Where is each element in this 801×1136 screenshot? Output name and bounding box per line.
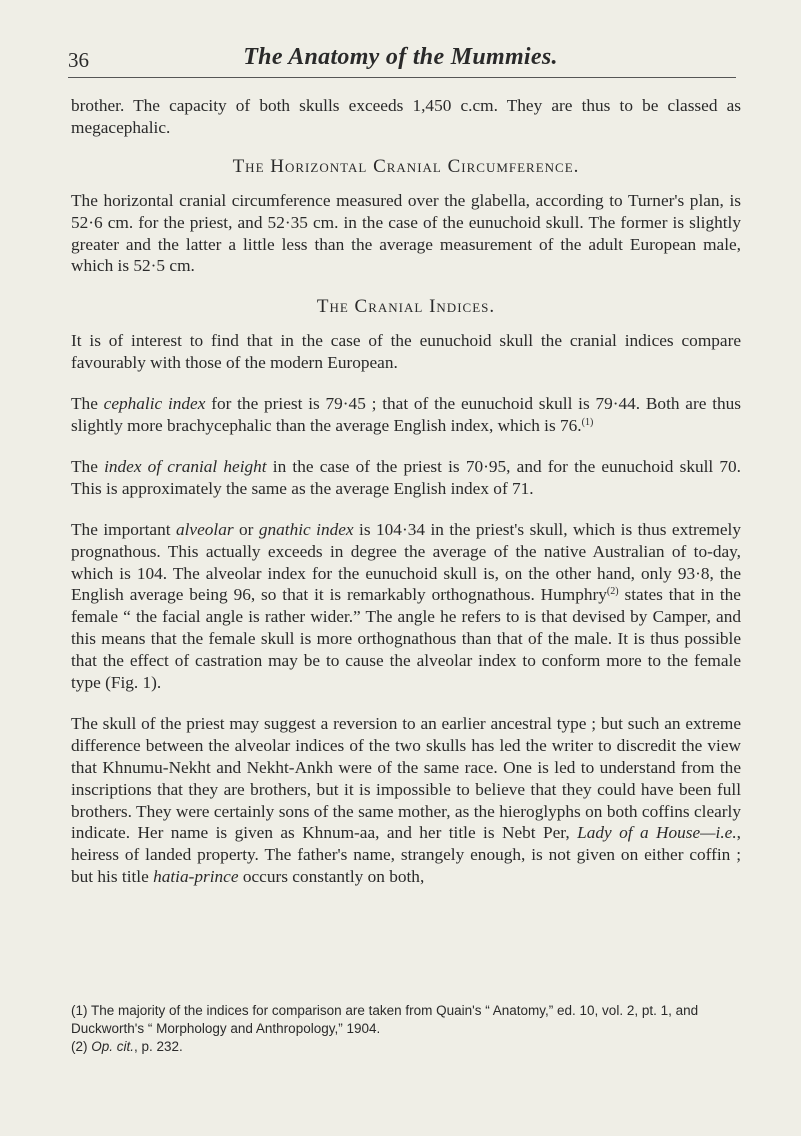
italic-term: alveolar bbox=[175, 519, 234, 539]
page-header bbox=[0, 0, 801, 80]
paragraph bbox=[71, 713, 741, 888]
italic-term: cephalic index bbox=[103, 394, 206, 414]
footnotes bbox=[71, 1002, 741, 1056]
paragraph: It is of interest to find that in the case of the eunuchoid skull the cranial indices compare favourably with those of the modern European. bbox=[71, 331, 741, 373]
text-run: states that in the female “ the facial angle is rather wider.” The angle he refers to is that devised by Camper, and this means that the female skull is more orthognathous than that of the male. It is thus possible that the effect of castration may be to cause the alveolar index to conform more to the female type (Fig. 1). bbox=[71, 585, 741, 693]
paragraph: brother. The capacity of both skulls exceeds 1,450 c.cm. They are thus to be classed as megacephalic. bbox=[71, 96, 741, 137]
text-run: is 104·34 in the priest's skull, which is thus extremely prognathous. This actually exceeds in degree the average of the native Australian of to-day, which is 104. The alveolar index for the eunuchoid skull is, on the other hand, only 93·8, the English average being 96, so that it is remarkably orthognathous. Humphry bbox=[71, 519, 741, 605]
italic-term: index of cranial height bbox=[104, 456, 267, 476]
text-run: The bbox=[71, 456, 105, 476]
section-heading: The Cranial Indices. bbox=[316, 296, 496, 318]
footnote-ref: (2) bbox=[606, 586, 619, 598]
text-run: The important bbox=[71, 519, 176, 539]
italic-term: Op. cit. bbox=[91, 1039, 135, 1054]
section-heading: The Horizontal Cranial Circumference. bbox=[232, 155, 580, 177]
text-run: occurs constantly on both, bbox=[238, 867, 425, 887]
text-run: for the priest is 79·45 ; that of the eunuchoid skull is 79·44. Both are thus slightly more brachycephalic than the average English index, which is 76. bbox=[71, 394, 741, 435]
italic-term: hatia-prince bbox=[153, 867, 239, 887]
paragraph: The horizontal cranial circumference measured over the glabella, according to Turner's plan, is 52·6 cm. for the priest, and 52·35 cm. in the case of the eunuchoid skull. The former is slightly greater and the latter a little less than the average measurement of the adult European male, which is 52·5 cm. bbox=[71, 190, 741, 276]
italic-term: gnathic index bbox=[258, 519, 354, 539]
italic-term: Lady of a House—i.e. bbox=[577, 823, 737, 843]
text-run: (2) bbox=[71, 1039, 92, 1054]
footnote: (1) The majority of the indices for comparison are taken from Quain's “ Anatomy,” ed. 10, vol. 2, pt. 1, and Duckworth's “ Morphology and Anthropology,” 1904. bbox=[71, 1003, 699, 1036]
header-rule bbox=[68, 77, 736, 78]
text-run: , p. 232. bbox=[134, 1039, 183, 1054]
body-text bbox=[71, 95, 741, 907]
footnote-ref: (1) bbox=[581, 416, 594, 428]
text-run: in the case of the priest is 70·95, and for the eunuchoid skull 70. This is approximately the same as the average English index of 71. bbox=[71, 456, 741, 498]
text-run: The skull of the priest may suggest a reversion to an earlier ancestral type ; but such an extreme difference between the alveolar indices of the two skulls has led the writer to discredit the view that Khnumu-Nekht and Nekht-Ankh were of the same race. One is led to understand from the inscriptions that they are brothers, but it is impossible to believe that they could have been full brothers. They were certainly sons of the same mother, as the hieroglyphs on both coffins clearly indicate. Her name is given as Khnum-aa, and her title is Nebt Per, bbox=[71, 713, 741, 843]
paragraph bbox=[71, 519, 741, 694]
paragraph bbox=[71, 456, 741, 500]
footnote bbox=[71, 1038, 741, 1056]
paragraph bbox=[71, 393, 741, 437]
page-number: 36 bbox=[68, 48, 89, 72]
text-run: The bbox=[71, 394, 104, 414]
text-run: , heiress of landed property. The father's name, strangely enough, is not given on either coffin ; but his title bbox=[71, 823, 741, 887]
text-run: or bbox=[233, 519, 259, 539]
running-title: The Anatomy of the Mummies. bbox=[243, 44, 558, 70]
